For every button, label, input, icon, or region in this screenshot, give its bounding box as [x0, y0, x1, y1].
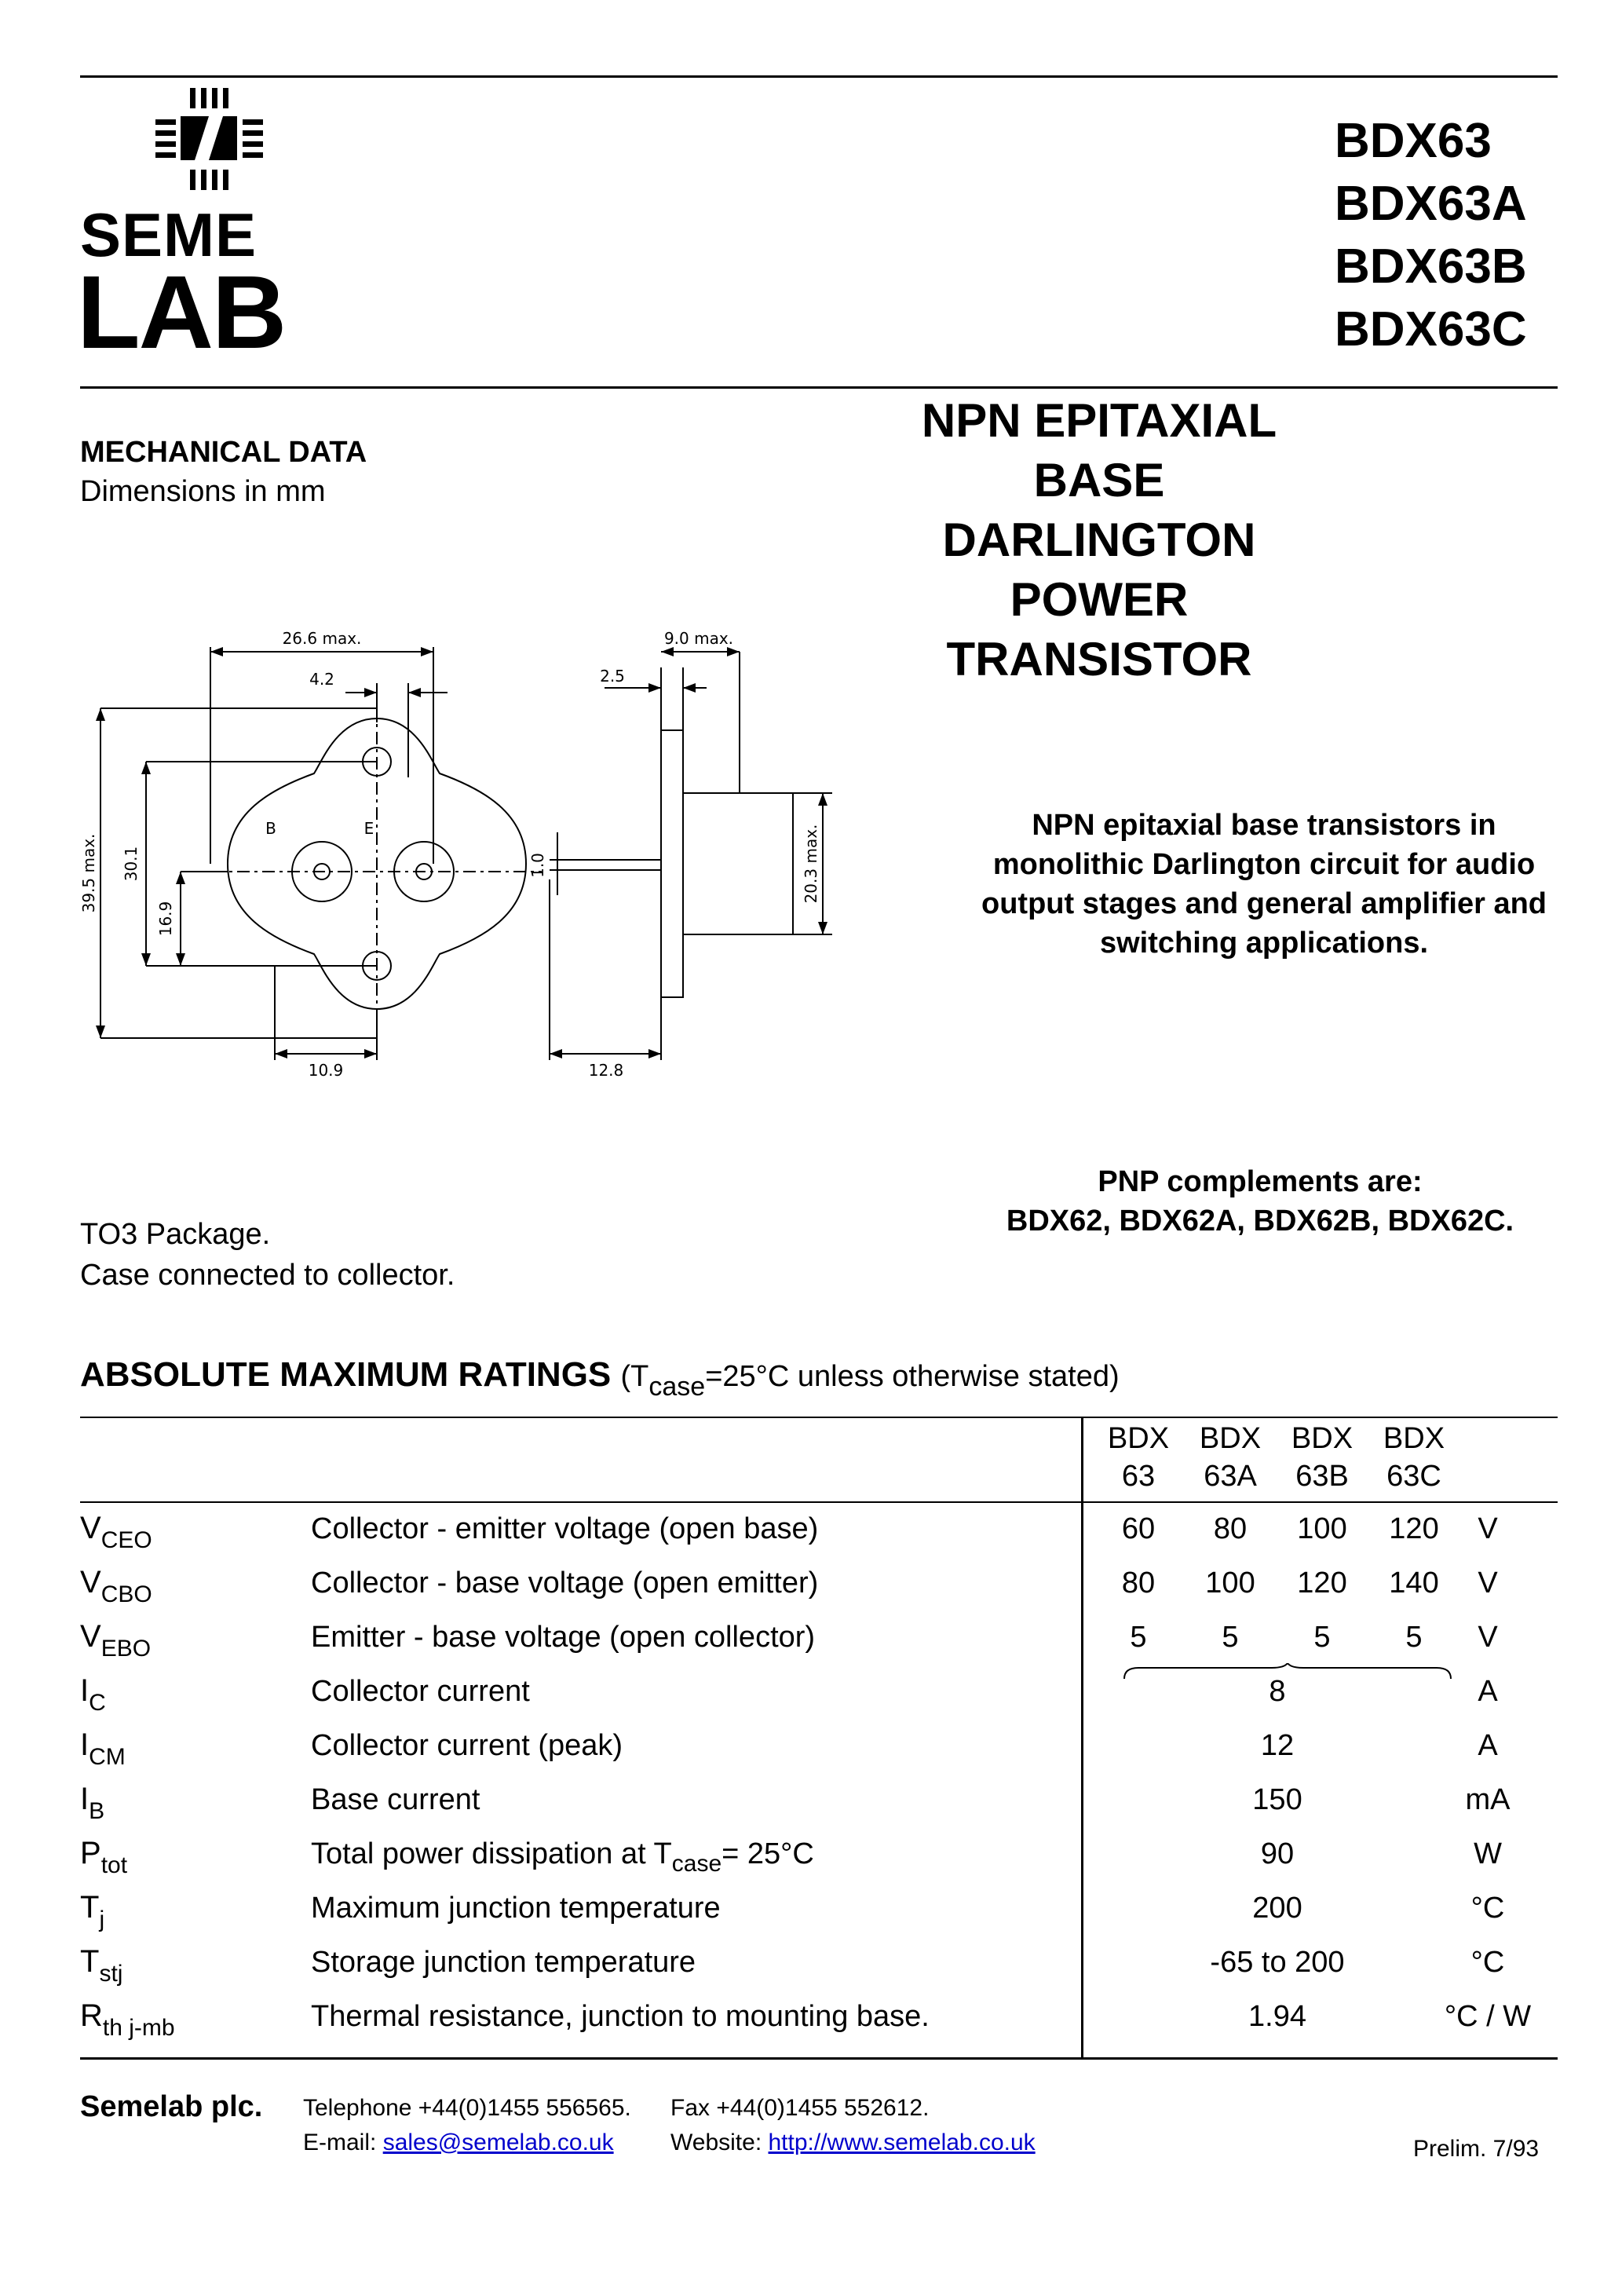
row-parameter: Collector current	[311, 1675, 530, 1708]
package-drawing	[79, 620, 832, 1131]
row-value: 8	[1269, 1675, 1286, 1708]
row-unit: V	[1478, 1621, 1498, 1654]
dim-flange: 2.5	[600, 667, 625, 686]
complements-heading: PNP complements are:	[1098, 1165, 1423, 1198]
semelab-logo	[77, 85, 347, 383]
title-line: NPN EPITAXIAL BASE	[921, 394, 1277, 506]
device-title	[864, 391, 1335, 689]
ratings-heading	[80, 1355, 1120, 1402]
row-parameter: Maximum junction temperature	[311, 1892, 721, 1925]
mechanical-heading: MECHANICAL DATA	[80, 436, 367, 469]
dim-pin-dia: 1.0	[528, 853, 547, 878]
mechanical-subheading: Dimensions in mm	[80, 475, 326, 508]
table-row	[0, 1884, 1622, 1938]
row-parameter: Collector - emitter voltage (open base)	[311, 1512, 819, 1545]
dim-width-max: 26.6 max.	[282, 629, 362, 648]
row-unit: mA	[1465, 1783, 1511, 1816]
row-unit: °C / W	[1444, 2000, 1532, 2033]
logo-seme: SEME	[80, 200, 258, 269]
row-unit: V	[1478, 1512, 1498, 1545]
to3-outline-drawing	[79, 620, 832, 1131]
row-unit: W	[1474, 1837, 1502, 1870]
dim-pin-length: 12.8	[588, 1061, 624, 1080]
row-value: 120	[1389, 1512, 1439, 1545]
footer-company: Semelab plc.	[80, 2090, 263, 2123]
footer-telephone: Telephone +44(0)1455 556565.	[303, 2095, 631, 2121]
package-line: TO3 Package.	[80, 1218, 271, 1251]
header-rule	[80, 386, 1558, 389]
row-value: 150	[1252, 1783, 1302, 1816]
row-parameter: Storage junction temperature	[311, 1946, 696, 1979]
table-row	[0, 1667, 1622, 1721]
row-unit: °C	[1470, 1946, 1505, 1979]
row-symbol: $T_j$	[80, 1890, 105, 1932]
footer-email	[303, 2130, 614, 2156]
table-row	[0, 1613, 1622, 1667]
dim-body-height: 20.3 max.	[802, 824, 820, 904]
dim-side-width: 9.0 max.	[663, 629, 734, 648]
row-symbol: $T_{stj}$	[80, 1944, 123, 1987]
table-row	[0, 1830, 1622, 1884]
row-parameter: Emitter - base voltage (open collector)	[311, 1621, 816, 1654]
table-row	[0, 1504, 1622, 1559]
row-value: 140	[1389, 1567, 1439, 1600]
row-value: 80	[1121, 1567, 1156, 1600]
dim-height-max: 39.5 max.	[79, 833, 98, 913]
row-symbol: $V_{CBO}$	[80, 1565, 152, 1607]
row-unit: V	[1478, 1567, 1498, 1600]
title-line: DARLINGTON POWER	[942, 514, 1256, 626]
part-number: BDX63A	[1335, 177, 1527, 231]
device-description: NPN epitaxial base transistors in monolithic Darlington circuit for audio output stages and general amplifier and switching applications.	[981, 809, 1547, 960]
table-row	[0, 1992, 1622, 2046]
column-header: BDX 63A	[1199, 1422, 1262, 1493]
row-parameter: Collector current (peak)	[311, 1729, 623, 1762]
row-value: 200	[1252, 1892, 1302, 1925]
part-numbers	[1335, 110, 1527, 361]
part-number: BDX63C	[1335, 302, 1527, 356]
table-row	[0, 1775, 1622, 1830]
top-rule	[80, 75, 1558, 78]
row-parameter: Collector - base voltage (open emitter)	[311, 1567, 819, 1600]
ratings-title: ABSOLUTE MAXIMUM RATINGS	[80, 1355, 612, 1394]
row-unit: °C	[1470, 1892, 1505, 1925]
package-line: Case connected to collector.	[80, 1259, 455, 1292]
complements-parts: BDX62, BDX62A, BDX62B, BDX62C.	[1006, 1205, 1514, 1238]
row-value: 5	[1313, 1621, 1331, 1654]
row-value: 90	[1260, 1837, 1295, 1870]
row-value: 12	[1260, 1729, 1295, 1762]
dim-pin-spacing: 10.9	[308, 1061, 344, 1080]
column-header: BDX 63C	[1383, 1422, 1445, 1493]
email-link[interactable]: sales@semelab.co.uk	[382, 2130, 614, 2155]
row-value: 5	[1222, 1621, 1239, 1654]
row-symbol: $I_B$	[80, 1782, 105, 1824]
column-header: BDX 63B	[1291, 1422, 1353, 1493]
column-header: BDX 63	[1107, 1422, 1170, 1493]
part-number: BDX63	[1335, 114, 1492, 168]
pnp-complements	[942, 1162, 1578, 1241]
table-top-rule	[80, 1417, 1558, 1418]
part-number: BDX63B	[1335, 239, 1527, 294]
title-line: TRANSISTOR	[946, 633, 1252, 686]
website-label: Website:	[670, 2130, 769, 2155]
footer-website	[670, 2130, 1036, 2156]
table-bottom-rule	[80, 2057, 1558, 2060]
row-value: 5	[1405, 1621, 1423, 1654]
row-symbol: $I_C$	[80, 1673, 106, 1716]
row-value: 100	[1205, 1567, 1255, 1600]
row-symbol: $R_{th j-mb}$	[80, 1998, 175, 2041]
row-symbol: $P_{tot}$	[80, 1836, 128, 1878]
table-row	[0, 1721, 1622, 1775]
dim-hole-offset: 4.2	[309, 670, 334, 689]
pin-label-b: B	[265, 819, 276, 838]
table-row	[0, 1938, 1622, 1992]
footer-fax: Fax +44(0)1455 552612.	[670, 2095, 930, 2121]
dim-hole-spacing: 30.1	[122, 846, 141, 882]
row-parameter: Total power dissipation at $T_{case}= 25^\circ C$	[311, 1837, 814, 1877]
row-value: 5	[1130, 1621, 1147, 1654]
row-value: 1.94	[1248, 2000, 1306, 2033]
row-symbol: $V_{EBO}$	[80, 1619, 152, 1662]
footer-prelim: Prelim. 7/93	[1413, 2136, 1540, 2162]
website-link[interactable]: http://www.semelab.co.uk	[768, 2130, 1036, 2155]
row-value: -65 to 200	[1210, 1946, 1345, 1979]
table-header-rule	[80, 1501, 1558, 1503]
row-unit: A	[1478, 1729, 1498, 1762]
table-row	[0, 1559, 1622, 1613]
row-unit: A	[1478, 1675, 1498, 1708]
row-value: 80	[1213, 1512, 1248, 1545]
row-parameter: Thermal resistance, junction to mounting base.	[311, 2000, 930, 2033]
pin-label-e: E	[363, 819, 374, 838]
ratings-condition: ($T_{case}=25^\circ C$ unless otherwise stated)	[620, 1360, 1120, 1402]
row-parameter: Base current	[311, 1783, 480, 1816]
row-value: 120	[1297, 1567, 1347, 1600]
logo-lab: LAB	[77, 254, 286, 370]
dim-pin-offset: 16.9	[156, 901, 175, 937]
package-info	[80, 1214, 455, 1296]
row-symbol: $V_{CEO}$	[80, 1511, 152, 1553]
row-symbol: $I_{CM}$	[80, 1727, 126, 1770]
row-value: 100	[1297, 1512, 1347, 1545]
row-value: 60	[1121, 1512, 1156, 1545]
email-label: E-mail:	[303, 2130, 383, 2155]
